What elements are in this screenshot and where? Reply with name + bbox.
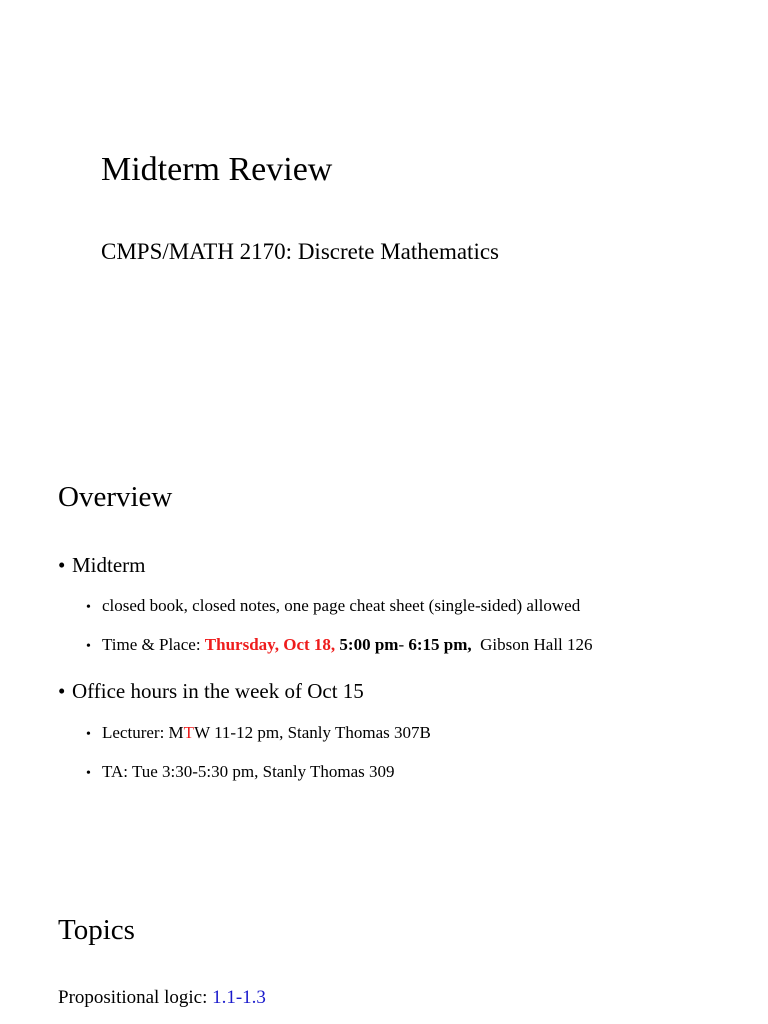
topic-sections-link[interactable]: 1.1-1.3 [212,987,266,1008]
bullet-icon: • [86,766,91,781]
exam-start-time: 5:00 pm [339,635,399,654]
sub-item-exam-rules [86,595,580,619]
sub-item-label: closed book, closed notes, one page cheat sheet (single-sided) allowed [102,596,581,615]
slide-title: Midterm Review [101,151,333,188]
bullet-icon: • [86,600,91,615]
list-item-office-hours [58,678,364,704]
list-item-midterm [58,552,146,578]
sub-item-lecturer-hours [86,722,431,746]
list-item-label: Office hours in the week of Oct 15 [72,679,364,703]
list-item-label: Midterm [72,553,146,577]
topics-heading: Topics [58,914,135,946]
time-place-prefix: Time & Place: [102,635,205,654]
sub-item-time-place [86,634,593,658]
day-m: M [168,723,184,742]
exam-place: Gibson Hall 126 [480,635,593,654]
topic-propositional-logic [58,986,266,1010]
day-w: W [194,723,210,742]
bullet-icon: • [58,553,66,577]
day-t: T [183,723,195,742]
sub-item-label: TA: Tue 3:30-5:30 pm, Stanly Thomas 309 [102,762,395,781]
bullet-icon: • [86,639,91,654]
exam-date: Thursday, Oct 18, [204,635,336,654]
bullet-icon: • [58,679,66,703]
time-dash: - [398,635,409,654]
slide-subtitle: CMPS/MATH 2170: Discrete Mathematics [101,239,499,264]
topic-label: Propositional logic: [58,987,213,1008]
sub-item-ta-hours [86,761,395,785]
bullet-icon: • [86,727,91,742]
exam-end-time: 6:15 pm, [408,635,472,654]
overview-heading: Overview [58,481,173,513]
lecturer-prefix: Lecturer: [102,723,169,742]
lecturer-hours-rest: 11-12 pm, Stanly Thomas 307B [209,723,431,742]
